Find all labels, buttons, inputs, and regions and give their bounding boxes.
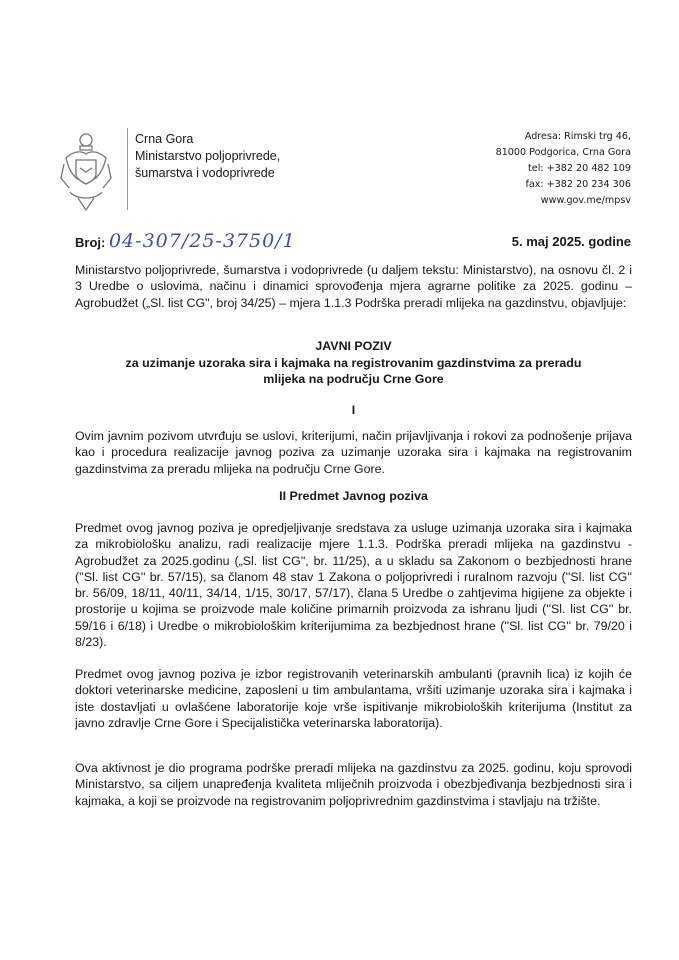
document-title: JAVNI POZIV: [315, 339, 392, 353]
coat-of-arms-icon: [60, 128, 112, 216]
section-2-paragraph: Ova aktivnost je dio programa podrške preradi mlijeka na gazdinstvu za 2025. godinu, koju sprovodi Ministarstvo, sa ciljem unapređenja kvaliteta mliječnih proizvoda i obezbjeđivanja bezbjednosti sira i kajmaka, a koji se proizvode na registrovanim poljoprivrednim gazdinstvima i stavljaju na tržište.: [75, 761, 632, 808]
section-2-paragraph: Predmet ovog javnog poziva je izbor registrovanih veterinarskih ambulanti (pravnih lica) iz kojih će doktori veterinarske medicine, zaposleni u tim ambulantama, vršiti uzimanje uzoraka sira i kajmaka i iste dostavljati u ovlašćene laboratorije koje vrše ispitivanje mikrobioloških kriterijuma (Institut za javno zdravlje Crne Gore i Specijalistička veterinarska laboratorija).: [75, 667, 632, 730]
reference-number: [75, 230, 296, 252]
section-1-text: Ovim javnim pozivom utvrđuju se uslovi, kriterijumi, način prijavljivanja i rokovi za podnošenje prijava kao i procedura realizacije javnog poziva za uzimanje uzoraka sira i kajmaka na registrovanim gazdinstvima za preradu mlijeka na području Crne Gore.: [75, 429, 632, 476]
document-date: 5. maj 2025. godine: [511, 234, 631, 249]
reference-label: Broj:: [75, 235, 106, 250]
section-2-paragraph: Predmet ovog javnog poziva je opredjeljivanje sredstava za usluge uzimanja uzoraka sira i kajmaka za mikrobiološku analizu, radi realizacije mjere 1.1.3. Podrška preradi mlijeka na gazdinstvu - Agrobudžet za 2025.godinu („Sl. list CG", br. 11/25), a u skladu sa Zakonom o bezbjednosti hrane (''Sl. list CG'' br. 57/15), sa članom 48 stav 1 Zakona o poljoprivredi i ruralnom razvoju (''Sl. list CG'' br. 56/09, 18/11, 40/11, 34/14, 1/15, 30/17, 57/17), člana 5 Uredbe o zahtjevima higijene za objekte i prostorije u kojima se proizvode male količine primarnih proizvoda za ishranu ljudi (''Sl. list CG'' br. 59/16 i 6/18) i Uredbe o mikrobiološkim kriterijumima za bezbjednost hrane (''Sl. list CG'' br. 79/20 i 8/23).: [75, 521, 632, 650]
phone: tel: +382 20 482 109: [528, 163, 631, 174]
org-line: šumarstva i vodoprivrede: [135, 166, 275, 180]
handwritten-number: 04-307/25-3750/1: [108, 230, 296, 252]
fax: fax: +382 20 234 306: [525, 179, 631, 190]
address-line: Adresa: Rimski trg 46,: [524, 131, 631, 142]
intro-paragraph: Ministarstvo poljoprivrede, šumarstva i vodoprivrede (u daljem tekstu: Ministarstvo), na osnovu čl. 2 i 3 Uredbe o uslovima, načinu i dinamici sprovođenja mjera agrarne politike za 2025. godinu – Agrobudžet („Sl. list CG", broj 34/25) – mjera 1.1.3 Podrška preradi mlijeka na gazdinstvu, objavljuje:: [75, 263, 632, 310]
section-1-heading: I: [351, 403, 356, 417]
org-line: Crna Gora: [135, 132, 194, 146]
header-divider: [127, 128, 128, 210]
document-subtitle: za uzimanje uzoraka sira i kajmaka na registrovanim gazdinstvima za preradu mlijeka na području Crne Gore: [125, 356, 582, 386]
org-line: Ministarstvo poljoprivrede,: [135, 149, 281, 163]
contact-address: [496, 129, 631, 209]
ministry-name: [135, 131, 280, 182]
section-2-heading: II Predmet Javnog poziva: [279, 489, 428, 503]
website: www.gov.me/mpsv: [540, 195, 631, 206]
address-line: 81000 Podgorica, Crna Gora: [495, 147, 631, 158]
